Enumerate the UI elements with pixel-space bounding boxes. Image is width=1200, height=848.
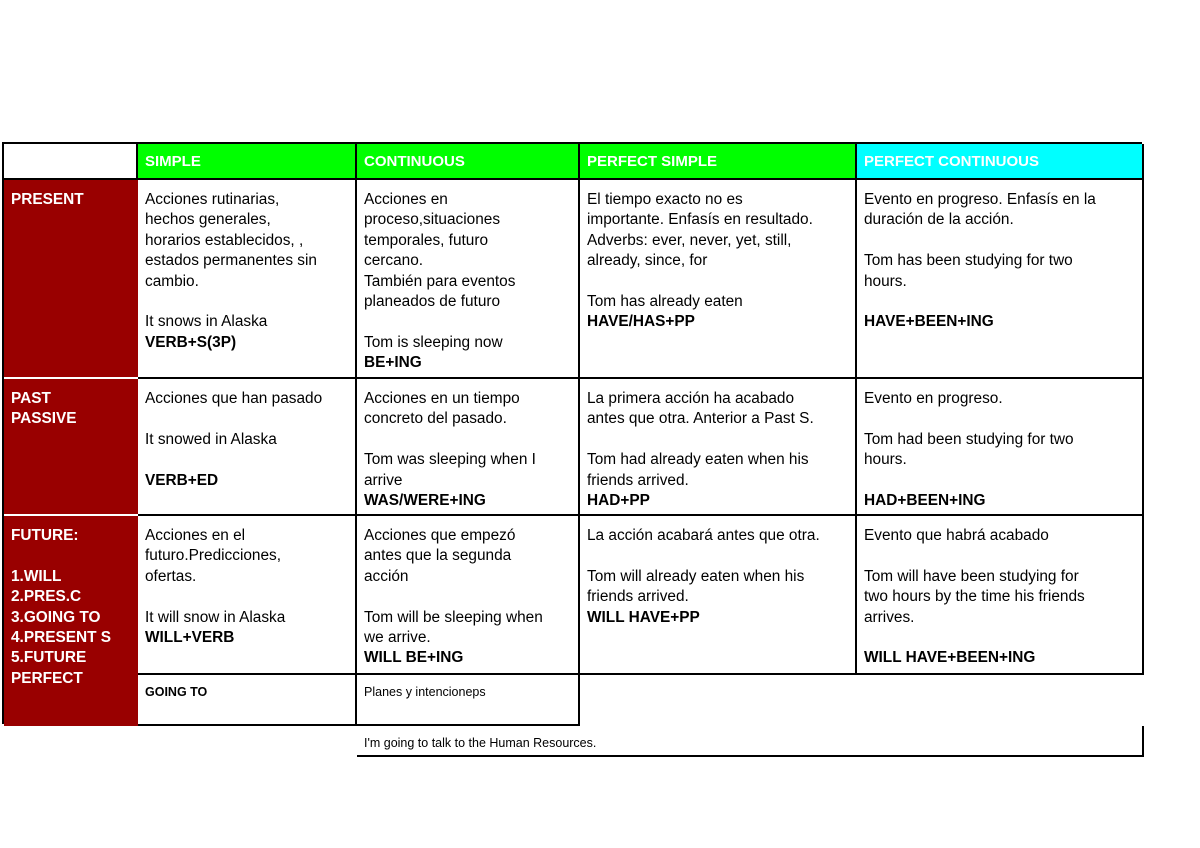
future-simple-example: It will snow in Alaska [145,608,286,626]
past-simple-cell [138,379,357,516]
present-perfect-continuous-cell [857,180,1144,379]
present-perfect-continuous-text: Evento en progreso. Enfasís en la duración de la acción. [864,191,1096,229]
verb-tenses-table [2,142,1142,750]
going-to-example: I'm going to talk to the Human Resources. [357,726,1144,757]
future-perfect-continuous-example: Tom will have been studying for two hours by the time his friends arrives. [864,567,1085,626]
present-perfect-continuous-formula: HAVE+BEEN+ING [864,313,994,331]
header-perfect-continuous: PERFECT CONTINUOUS [857,144,1144,180]
past-continuous-formula: WAS/WERE+ING [364,492,486,510]
past-perfect-simple-formula: HAD+PP [587,492,650,510]
present-perfect-simple-text: El tiempo exacto no es importante. Enfasís en resultado. Adverbs: ever, never, yet, still, already, since, for [587,191,813,270]
present-perfect-continuous-example: Tom has been studying for two hours. [864,252,1073,290]
past-simple-formula: VERB+ED [145,471,219,489]
past-perfect-continuous-example: Tom had been studying for two hours. [864,430,1074,469]
past-continuous-text: Acciones en un tiempo concreto del pasado. [364,390,520,428]
present-simple-text: Acciones rutinarias, hechos generales, horarios establecidos, , estados permanentes sin cambio. [145,191,317,290]
past-perfect-simple-example: Tom had already eaten when his friends arrived. [587,451,809,489]
past-continuous-cell [357,379,580,516]
present-continuous-formula: BE+ING [364,354,422,372]
row-label-future: FUTURE: 1.WILL 2.PRES.C 3.GOING TO 4.PRESENT S 5.FUTURE PERFECT [4,516,138,726]
past-perfect-continuous-cell [857,379,1144,516]
future-perfect-continuous-cell [857,516,1144,675]
corner-cell [4,144,138,180]
future-perfect-continuous-text: Evento que habrá acabado [864,527,1049,544]
going-to-label: GOING TO [138,675,357,726]
present-perfect-simple-formula: HAVE/HAS+PP [587,313,695,331]
past-perfect-continuous-text: Evento en progreso. [864,390,1003,407]
present-simple-example: It snows in Alaska [145,313,268,331]
present-continuous-example: Tom is sleeping now [364,333,503,351]
future-continuous-text: Acciones que empezó antes que la segunda acción [364,527,516,585]
row-label-present: PRESENT [4,180,138,379]
past-perfect-simple-cell [580,379,857,516]
present-simple-formula: VERB+S(3P) [145,333,237,351]
header-simple: SIMPLE [138,144,357,180]
past-perfect-simple-text: La primera acción ha acabado antes que otra. Anterior a Past S. [587,390,814,428]
past-simple-text: Acciones que han pasado [145,390,323,407]
going-to-meaning: Planes y intencioneps [357,675,580,726]
past-perfect-continuous-formula: HAD+BEEN+ING [864,492,986,509]
present-perfect-simple-example: Tom has already eaten [587,293,743,311]
present-continuous-cell [357,180,580,379]
future-continuous-example: Tom will be sleeping when we arrive. [364,608,543,647]
present-perfect-simple-cell [580,180,857,379]
header-perfect-simple: PERFECT SIMPLE [580,144,857,180]
row-label-past: PAST PASSIVE [4,379,138,516]
present-simple-cell [138,180,357,379]
future-simple-formula: WILL+VERB [145,629,235,647]
future-perfect-simple-cell [580,516,857,675]
present-continuous-text: Acciones en proceso,situaciones temporales, futuro cercano. También para eventos planeados de futuro [364,191,516,311]
future-simple-cell [138,516,357,675]
past-continuous-example: Tom was sleeping when I arrive [364,451,536,489]
future-simple-text: Acciones en el futuro.Predicciones, ofertas. [145,527,282,585]
future-continuous-cell [357,516,580,675]
future-perfect-continuous-formula: WILL HAVE+BEEN+ING [864,649,1036,667]
header-continuous: CONTINUOUS [357,144,580,180]
past-simple-example: It snowed in Alaska [145,430,277,448]
future-continuous-formula: WILL BE+ING [364,649,464,667]
future-perfect-simple-example: Tom will already eaten when his friends arrived. [587,567,805,606]
future-perfect-simple-text: La acción acabará antes que otra. [587,527,820,544]
future-perfect-simple-formula: WILL HAVE+PP [587,608,700,626]
